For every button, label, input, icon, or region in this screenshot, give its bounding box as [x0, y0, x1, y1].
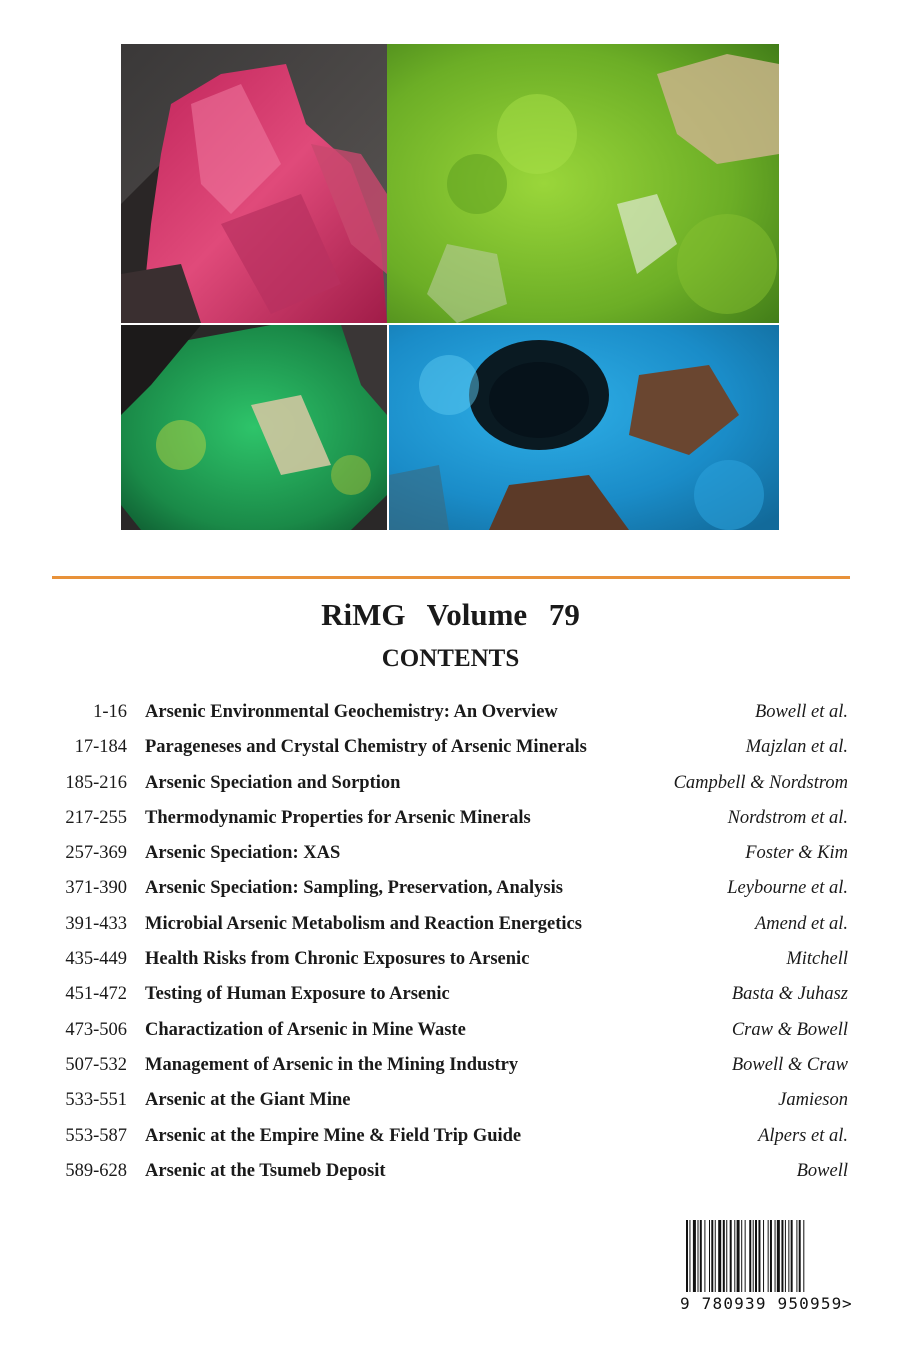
toc-authors: Amend et al.: [755, 913, 848, 934]
toc-page-range: 589-628: [65, 1160, 127, 1181]
toc-page-range: 435-449: [65, 949, 127, 970]
barcode-bar: [749, 1220, 751, 1292]
toc-chapter-title: Charactization of Arsenic in Mine Waste: [145, 1019, 466, 1040]
barcode-bar: [704, 1220, 705, 1292]
toc-chapter-title: Testing of Human Exposure to Arsenic: [145, 984, 450, 1005]
barcode-bar: [723, 1220, 725, 1292]
toc-page-range: 17-184: [74, 737, 127, 758]
toc-authors: Mitchell: [786, 949, 848, 970]
contents-heading: CONTENTS: [381, 645, 520, 672]
toc-entry: [0, 1053, 901, 1088]
barcode-bar: [770, 1220, 772, 1292]
erythrite-mineral-photo: [121, 44, 387, 323]
toc-chapter-title: Microbial Arsenic Metabolism and Reaction Energetics: [145, 913, 582, 934]
barcode-bar: [785, 1220, 786, 1292]
barcode-bar: [775, 1220, 776, 1292]
toc-page-range: 257-369: [65, 843, 127, 864]
toc-entry: [0, 912, 901, 947]
blue-mineral-photo: [389, 325, 779, 530]
toc-entry: [0, 1159, 901, 1194]
toc-authors: Campbell & Nordstrom: [673, 772, 848, 793]
barcode-bar: [709, 1220, 710, 1292]
barcode-bar: [698, 1220, 699, 1292]
toc-page-range: 1-16: [93, 702, 127, 722]
isbn-barcode: [686, 1220, 838, 1298]
barcode-bar: [726, 1220, 727, 1292]
barcode-bar: [796, 1220, 797, 1292]
toc-entry: [0, 1018, 901, 1053]
isbn-number: 9 780939 950959: [680, 1294, 843, 1313]
toc-chapter-title: Management of Arsenic in the Mining Industry: [145, 1054, 519, 1075]
barcode-bar: [799, 1220, 801, 1292]
toc-page-range: 451-472: [65, 984, 127, 1005]
header-divider: [52, 576, 850, 579]
table-of-contents: [0, 700, 901, 1194]
barcode-bar: [734, 1220, 735, 1292]
toc-authors: Majzlan et al.: [745, 737, 848, 758]
toc-entry: [0, 735, 901, 770]
emerald-green-mineral-photo: [121, 325, 387, 530]
barcode-bar: [689, 1220, 690, 1292]
toc-page-range: 217-255: [65, 807, 127, 828]
toc-entry: [0, 947, 901, 982]
barcode-bar: [715, 1220, 716, 1292]
barcode-bar: [768, 1220, 769, 1292]
toc-entry: [0, 1088, 901, 1123]
toc-chapter-title: Thermodynamic Properties for Arsenic Minerals: [145, 807, 531, 828]
barcode-bar: [781, 1220, 783, 1292]
barcode-bar: [788, 1220, 789, 1292]
barcode-bar: [737, 1220, 740, 1292]
toc-entry: [0, 982, 901, 1017]
volume-number: Volume 79: [426, 597, 580, 632]
toc-chapter-title: Parageneses and Crystal Chemistry of Arsenic Minerals: [145, 737, 587, 758]
barcode-bar: [741, 1220, 742, 1292]
barcode-bar: [745, 1220, 746, 1292]
toc-authors: Bowell: [796, 1160, 848, 1181]
toc-chapter-title: Arsenic Speciation: Sampling, Preservation, Analysis: [145, 878, 563, 899]
toc-entry: [0, 806, 901, 841]
toc-authors: Leybourne et al.: [727, 878, 848, 899]
toc-authors: Nordstrom et al.: [727, 807, 848, 828]
barcode-bar: [791, 1220, 793, 1292]
barcode-bar: [711, 1220, 713, 1292]
toc-chapter-title: Arsenic at the Tsumeb Deposit: [145, 1160, 386, 1181]
toc-page-range: 391-433: [65, 913, 127, 934]
barcode-bar: [693, 1220, 696, 1292]
barcode-bar: [755, 1220, 757, 1292]
barcode-bar: [730, 1220, 732, 1292]
volume-title: [0, 597, 901, 633]
barcode-bar: [777, 1220, 780, 1292]
barcode-bar: [700, 1220, 702, 1292]
toc-authors: Basta & Juhasz: [731, 984, 848, 1005]
toc-chapter-title: Arsenic Speciation and Sorption: [145, 772, 401, 793]
toc-authors: Bowell et al.: [755, 702, 848, 722]
toc-page-range: 533-551: [65, 1090, 127, 1111]
barcode-bar: [803, 1220, 804, 1292]
toc-chapter-title: Arsenic Environmental Geochemistry: An Overview: [145, 702, 558, 722]
barcode-bar: [758, 1220, 760, 1292]
toc-entry: [0, 876, 901, 911]
toc-page-range: 507-532: [65, 1054, 127, 1075]
toc-authors: Bowell & Craw: [731, 1054, 848, 1075]
mineral-photo-collage: [121, 44, 779, 530]
toc-chapter-title: Arsenic at the Empire Mine & Field Trip Guide: [145, 1125, 522, 1146]
toc-authors: Alpers et al.: [758, 1125, 848, 1146]
toc-page-range: 473-506: [65, 1019, 127, 1040]
toc-chapter-title: Arsenic at the Giant Mine: [145, 1090, 351, 1111]
barcode-bar: [718, 1220, 721, 1292]
barcode-bar: [753, 1220, 754, 1292]
green-arsenate-mineral-photo: [387, 44, 779, 323]
toc-authors: Foster & Kim: [745, 843, 848, 864]
barcode-bar: [686, 1220, 688, 1292]
toc-page-range: 553-587: [65, 1125, 127, 1146]
toc-entry: [0, 841, 901, 876]
toc-entry: [0, 1124, 901, 1159]
toc-entry: [0, 771, 901, 806]
toc-authors: Jamieson: [778, 1090, 848, 1111]
toc-page-range: 185-216: [65, 772, 127, 793]
toc-entry: [0, 700, 901, 735]
series-name: RiMG: [321, 597, 406, 632]
toc-page-range: 371-390: [65, 878, 127, 899]
toc-chapter-title: Health Risks from Chronic Exposures to Arsenic: [145, 949, 530, 970]
barcode-arrow: >: [842, 1294, 852, 1313]
toc-chapter-title: Arsenic Speciation: XAS: [145, 843, 341, 864]
toc-authors: Craw & Bowell: [731, 1019, 848, 1040]
barcode-bar: [763, 1220, 764, 1292]
